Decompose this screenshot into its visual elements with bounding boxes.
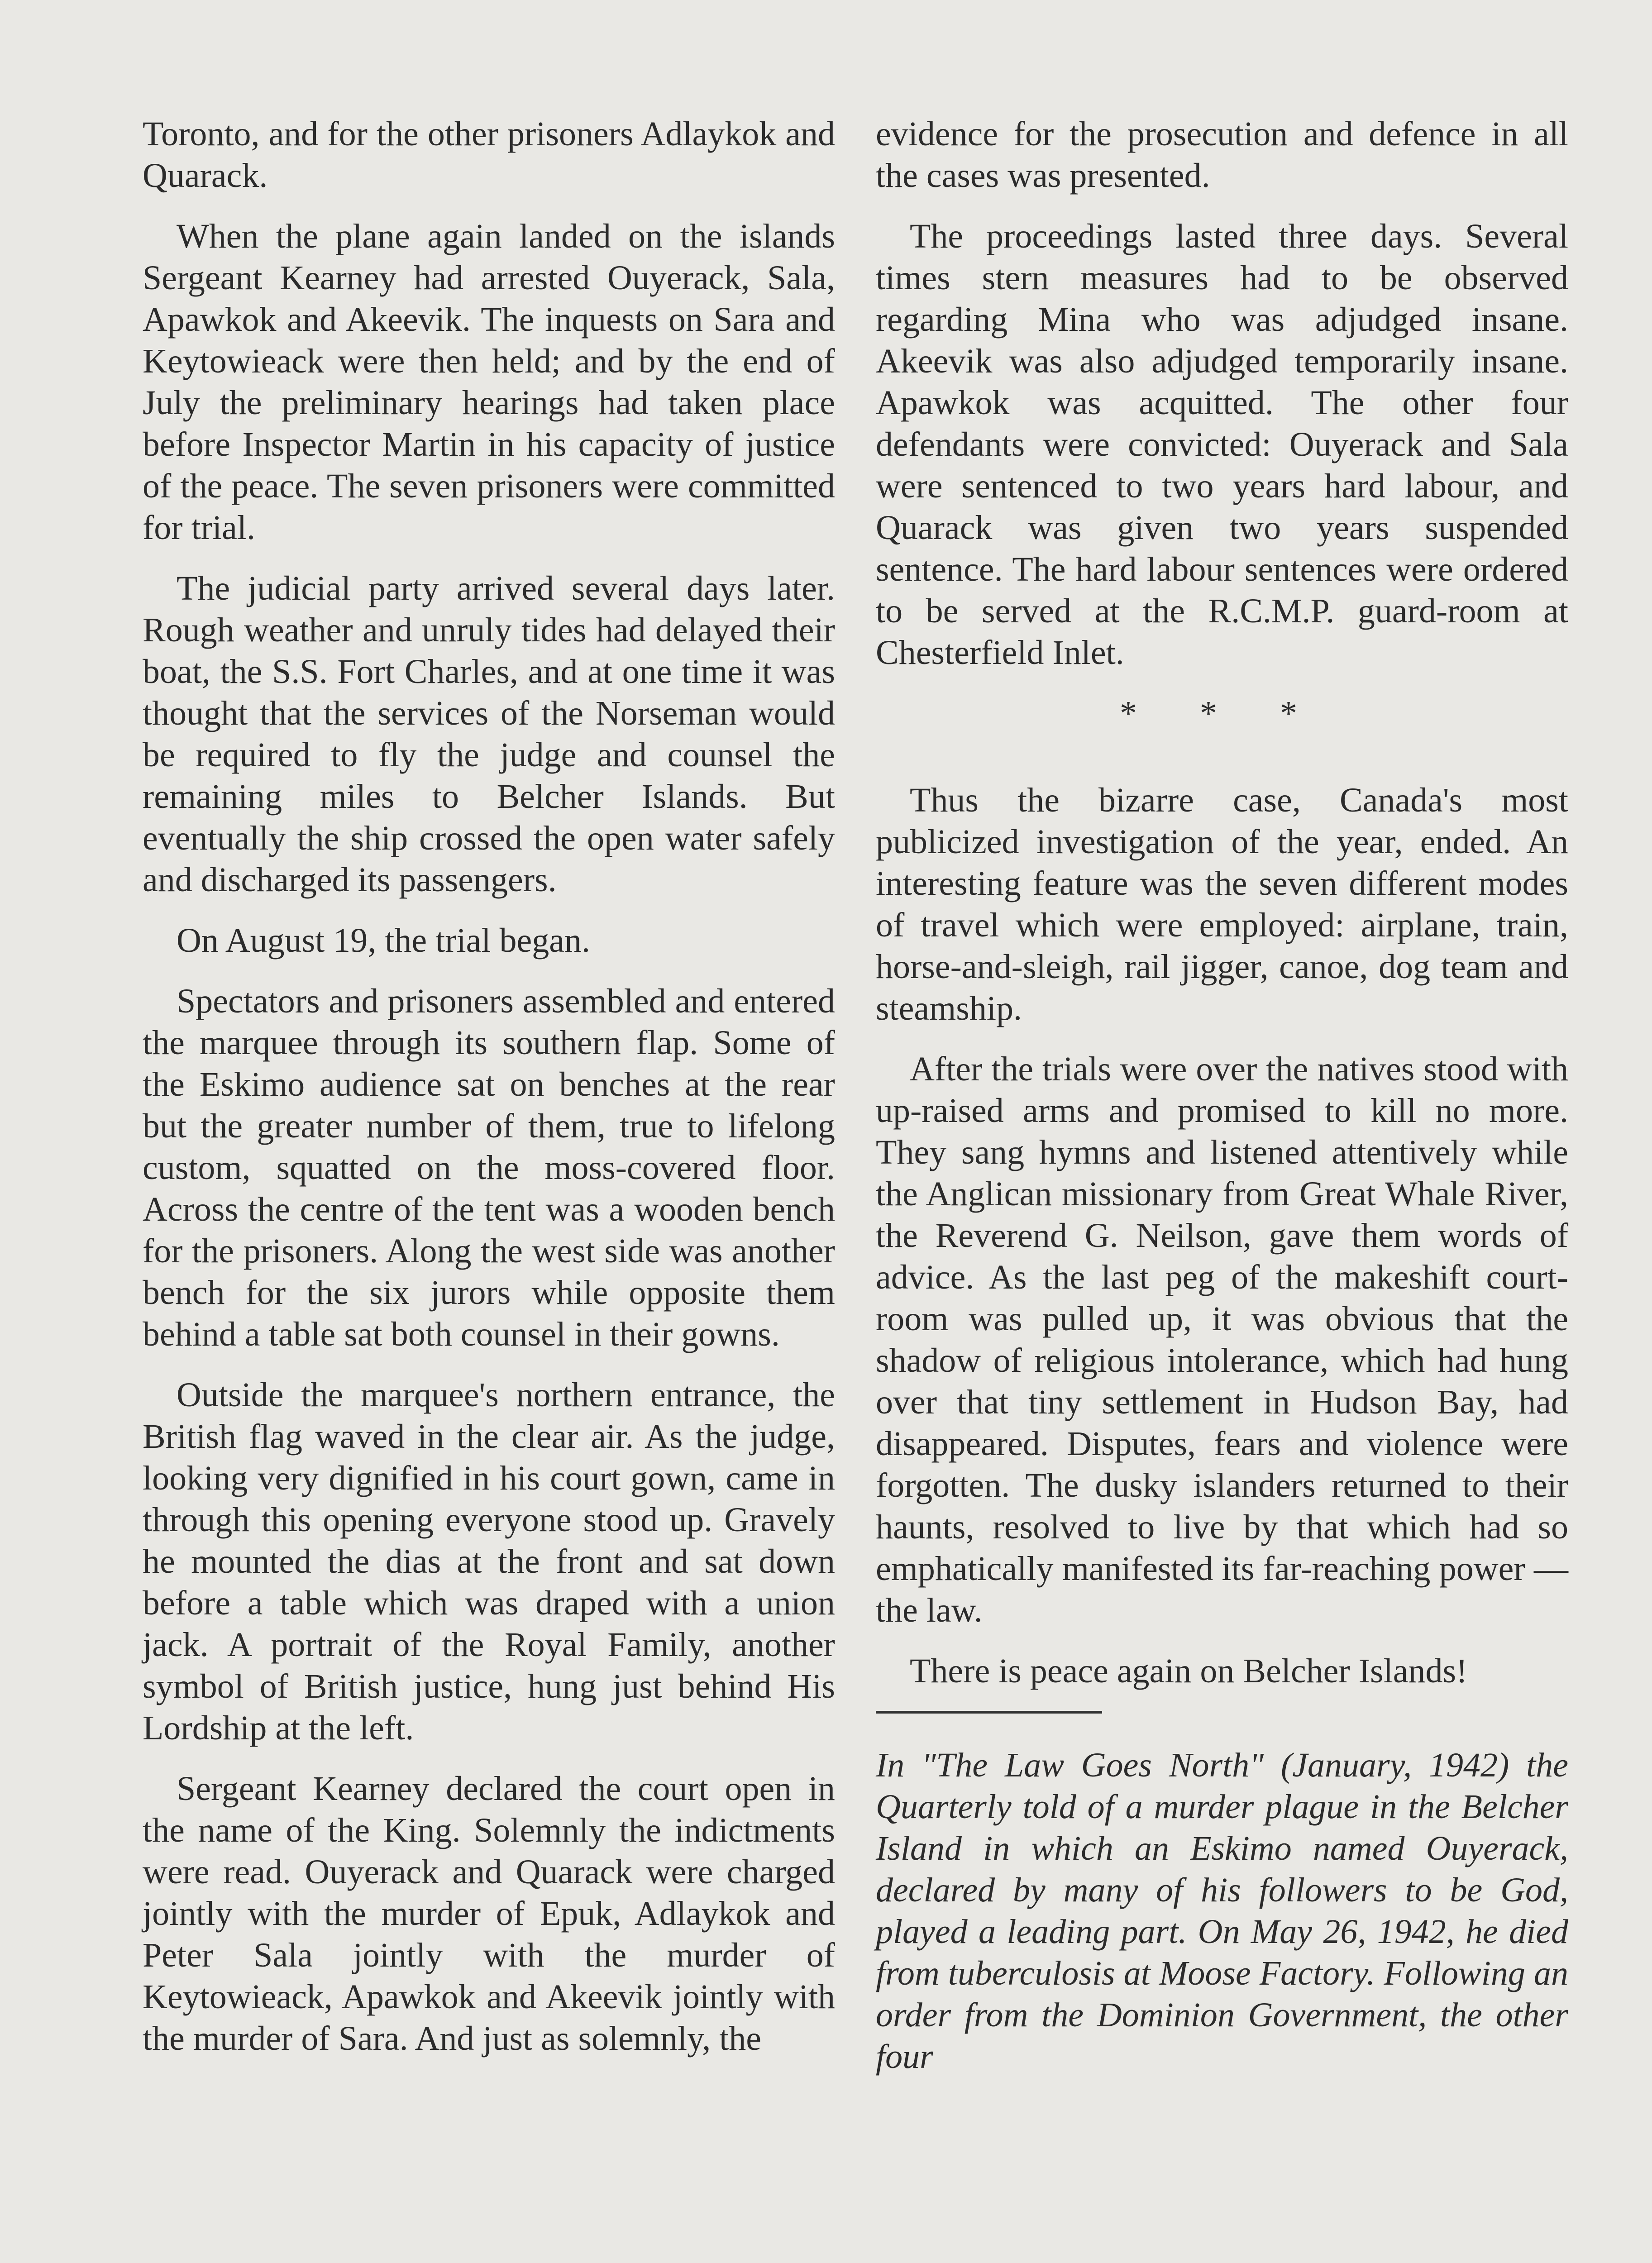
editor-note: In "The Law Goes North" (January, 1942) the Quarterly told of a murder plague in the Belcher Island in which an Eskimo named Ouyerack, declared by many of his followers to be God, played a leading part. On May 26, 1942, he died from tuberculosis at Moose Factory. Following an order from the Dominion Government, the other four xyxy=(876,1746,1568,2076)
paragraph: The judicial party arrived several days later. Rough weather and unruly tides had delayed their boat, the S.S. Fort Charles, and at one time it was thought that the services of the Norseman would be required to fly the judge and counsel the remaining miles to Belcher Islands. But eventually the ship crossed the open water safely and discharged its passengers. xyxy=(143,569,835,899)
paragraph: Spectators and prisoners assembled and entered the marquee through its southern flap. Some of the Eskimo audience sat on benches at the rear but the greater number of them, true to lifelong custom, squatted on the moss-covered floor. Across the centre of the tent was a wooden bench for the prisoners. Along the west side was another bench for the six jurors while opposite them behind a table sat both counsel in their gowns. xyxy=(143,982,835,1353)
paragraph: Outside the marquee's northern entrance, the British flag waved in the clear air. As the judge, looking very dignified in his court gown, came in through this opening everyone stood up. Gravely he mounted the dias at the front and sat down before a table which was draped with a union jack. A portrait of the Royal Family, another symbol of British justice, hung just behind His Lordship at the left. xyxy=(143,1376,835,1747)
paragraph: Thus the bizarre case, Canada's most publicized investigation of the year, ended. An interesting feature was the seven different modes of travel which were employed: airplane, train, horse-and-sleigh, rail jigger, canoe, dog team and steamship. xyxy=(876,781,1568,1027)
paragraph: After the trials were over the natives stood with up-raised arms and promised to kill no more. They sang hymns and listened attentively while the Anglican missionary from Great Whale River, the Reverend G. Neilson, gave them words of advice. As the last peg of the makeshift court-room was pulled up, it was obvious that the shadow of religious intolerance, which had hung over that tiny settlement in Hudson Bay, had disappeared. Disputes, fears and violence were forgotten. The dusky islanders returned to their haunts, resolved to live by that which had so emphatically manifested its far-reaching power — the law. xyxy=(876,1050,1568,1629)
paragraph: evidence for the prosecution and defence in all the cases was presented. xyxy=(876,115,1568,195)
right-column xyxy=(876,113,1568,2077)
paragraph: There is peace again on Belcher Islands! xyxy=(910,1652,1468,1690)
footnote-rule xyxy=(876,1711,1102,1714)
paragraph: On August 19, the trial began. xyxy=(177,921,590,960)
section-separator: * * * xyxy=(1120,694,1324,732)
paragraph: Toronto, and for the other prisoners Adlaykok and Quarack. xyxy=(143,115,835,195)
left-column xyxy=(143,113,835,2078)
paragraph: When the plane again landed on the islands Sergeant Kearney had arrested Ouyerack, Sala, Apawkok and Akeevik. The inquests on Sara and Keytowieack were then held; and by the end of July the preliminary hearings had taken place before Inspector Martin in his capacity of justice of the peace. The seven prisoners were committed for trial. xyxy=(143,217,835,547)
paragraph: Sergeant Kearney declared the court open in the name of the King. Solemnly the indictments were read. Ouyerack and Quarack were charged jointly with the murder of Epuk, Adlaykok and Peter Sala jointly with the murder of Keytowieack, Apawkok and Akeevik jointly with the murder of Sara. And just as solemnly, the xyxy=(143,1770,835,2058)
paragraph: The proceedings lasted three days. Several times stern measures had to be observed regarding Mina who was adjudged insane. Akeevik was also adjudged temporarily insane. Apawkok was acquitted. The other four defendants were convicted: Ouyerack and Sala were sentenced to two years hard labour, and Quarack was given two years suspended sentence. The hard labour sentences were ordered to be served at the R.C.M.P. guard-room at Chesterfield Inlet. xyxy=(876,217,1568,672)
